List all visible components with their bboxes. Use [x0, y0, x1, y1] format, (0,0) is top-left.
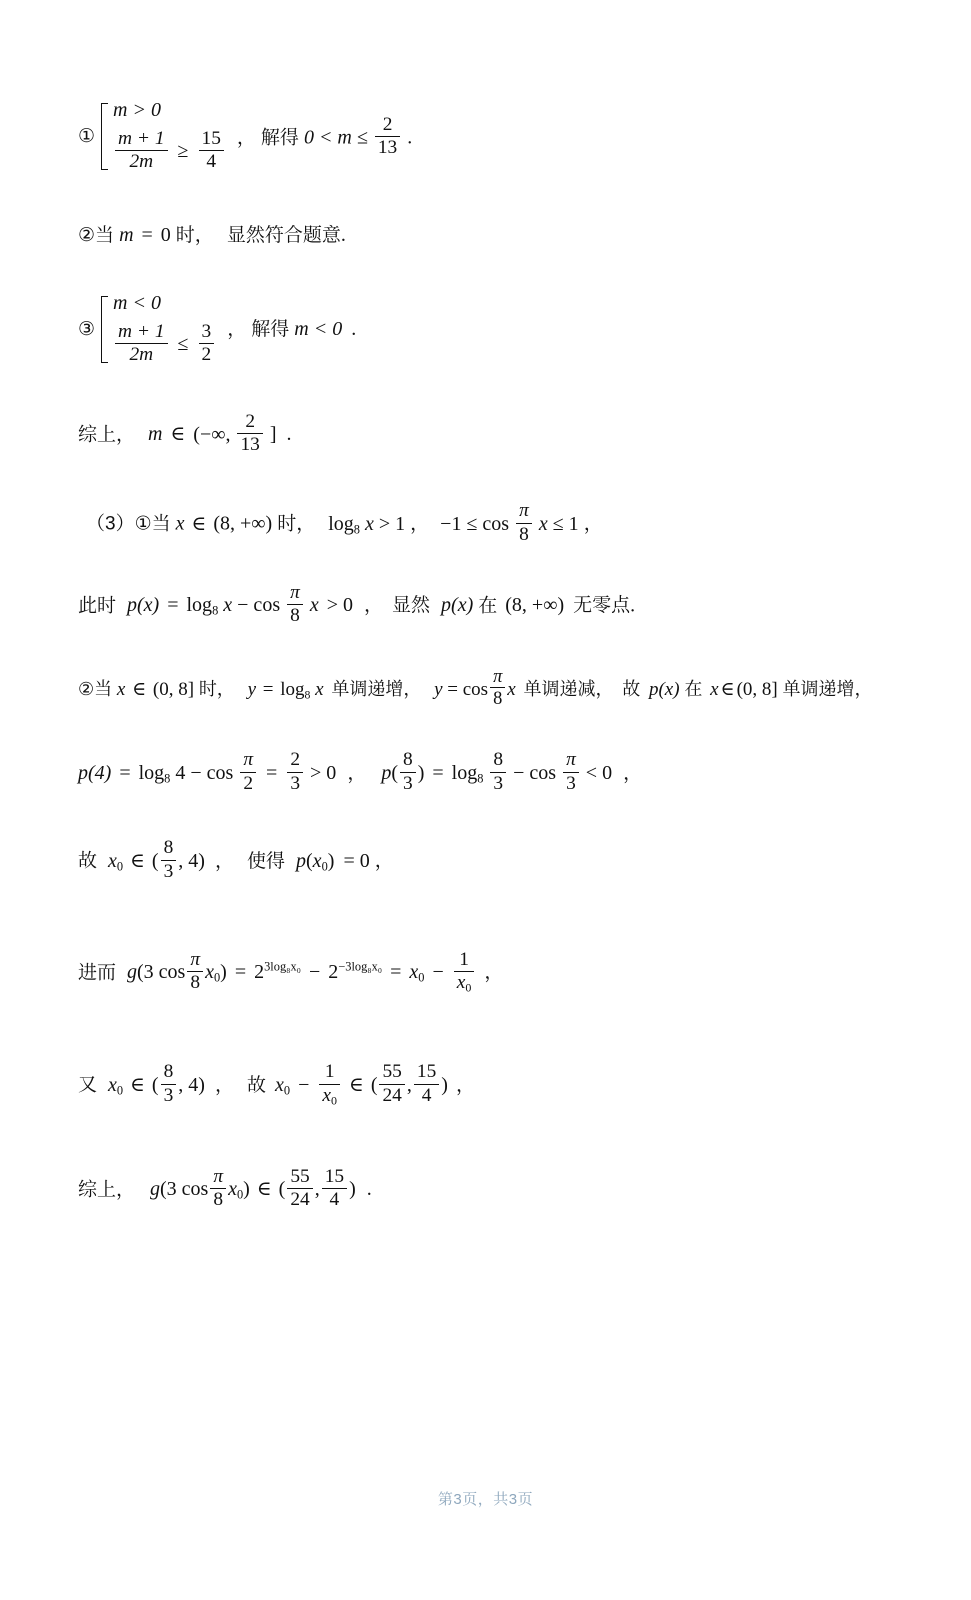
domain-interval: (0, 8]	[152, 678, 195, 700]
frac-2-over-13: $\frac{2}{13}$	[375, 115, 400, 159]
frac-pi-over-8: $\frac{\pi}{8}$	[287, 583, 303, 627]
x0-interval: $x_0$ ∈ ( $\frac{8}{3}$ , 4)	[108, 837, 205, 882]
case-1-condition	[113, 100, 226, 129]
log-base: 8	[212, 603, 219, 618]
part-3-case-1-marker: ①	[134, 512, 152, 535]
case-2-statement: 显然符合题意	[226, 224, 341, 246]
element-of: ∈	[191, 512, 207, 535]
equals: =	[167, 594, 179, 617]
x0-interval-ref: $x_0$ ∈ ( $\frac{8}{3}$ , 4)	[108, 1061, 205, 1106]
when-label: 当	[94, 678, 113, 699]
summary-2-line	[78, 1167, 908, 1211]
case-3-result: m < 0	[294, 318, 343, 341]
shi-label: 时，	[277, 513, 316, 535]
case-2-value: 0	[160, 223, 171, 246]
period: .	[366, 1177, 372, 1200]
cos-lower-bound: −1 ≤ cos	[440, 512, 510, 535]
log-base: 8	[353, 522, 360, 537]
comma: ，	[410, 513, 430, 535]
log-arg: x	[364, 512, 374, 535]
part-3-values-line	[78, 750, 908, 794]
frac-8-over-3-arg: $\frac{8}{3}$	[490, 750, 506, 794]
case-3-inequality	[113, 322, 216, 366]
summary-label: 综上，	[78, 423, 136, 445]
summary-1-line	[78, 412, 908, 456]
jiner-label: 进而	[78, 962, 117, 984]
you-label: 又	[78, 1074, 98, 1096]
solution-body	[78, 100, 908, 1210]
comma: ，	[455, 1074, 475, 1096]
p-of-x-ref: p(x)	[441, 594, 474, 617]
xianran-label: 显然	[392, 595, 431, 617]
minus-cos: − cos	[237, 594, 281, 617]
frac-15-over-4: $\frac{15}{4}$	[199, 129, 224, 173]
p-x0-equals-zero: $p(x_0) = 0$	[296, 849, 370, 873]
period: .	[407, 125, 413, 148]
case-2-shi: 时，	[175, 224, 214, 246]
frac-m-plus-1-over-2m: $\frac{m + 1}{2m}$	[115, 129, 167, 173]
relation-le: ≤	[177, 333, 189, 356]
power-exponent-1: 3log₈x₀	[264, 959, 301, 974]
element-of: ∈	[132, 678, 147, 700]
log-expression: $\log_8 x > 1$	[328, 512, 406, 537]
frac-m-plus-1-over-2m: $\frac{m + 1}{2m}$	[115, 322, 167, 366]
comma: ，	[236, 126, 256, 148]
y-log-expression: $y = \log_8 x$	[247, 678, 324, 701]
system-brace	[96, 100, 109, 173]
case-2-rel: =	[141, 223, 153, 246]
log-arg: x	[223, 594, 233, 617]
greater-than-zero: > 0	[326, 594, 353, 617]
y-cos-expression: y = cos $\frac{\pi}{8}$ x	[434, 665, 516, 709]
x0-minus-recip-range: $x_0$ − $\frac{1}{x_0}$ ∈ ( $\frac{55}{24}$ , $\frac{15}{4}$ )	[275, 1061, 448, 1108]
comma: ，	[347, 762, 367, 784]
g-expression: g(3 cos $\frac{\pi}{8}$ $x_0) = 2^{3log_8x_0} - 2^{-3log_8x_0} = x_0$ − $\frac{1}{x_0}$	[121, 961, 481, 983]
part-3-label: （3）	[86, 513, 135, 535]
frac-pi-over-8: $\frac{\pi}{8}$	[490, 667, 505, 709]
frac-15-over-4: $\frac{15}{4}$	[322, 1167, 347, 1211]
frac-15-over-4: $\frac{15}{4}$	[414, 1062, 439, 1106]
power-term-1: 2	[254, 961, 265, 984]
frac-pi-over-2: $\frac{\pi}{2}$	[240, 750, 256, 794]
function-arg: (x)	[137, 594, 160, 617]
frac-1-over-x0: $\frac{1}{x_0}$	[454, 950, 475, 994]
summary-var: m	[148, 422, 163, 445]
page-number-text: 第3页，共3页	[437, 1491, 534, 1508]
case-3-line	[78, 293, 908, 366]
solve-label: 解得	[260, 126, 299, 148]
x-domain-ref: x ∈ (0, 8]	[710, 678, 778, 700]
case-1-cond-text: m > 0	[113, 99, 161, 121]
part-3-case-2-line	[78, 667, 908, 709]
variable-x: x	[116, 678, 126, 700]
comma: ，	[623, 762, 643, 784]
case-1-system	[78, 100, 226, 173]
frac-8-over-3: $\frac{8}{3}$	[161, 1062, 177, 1106]
shide-label: 使得	[246, 850, 285, 872]
case-1-marker: ①	[78, 124, 96, 147]
cos-var: x	[538, 512, 548, 535]
comma: ，	[364, 595, 384, 617]
case-3-marker: ③	[78, 317, 96, 340]
frac-1-over-x0: $\frac{1}{x_0}$	[319, 1062, 340, 1106]
case-2-when: 当	[95, 224, 115, 246]
gu-label: 故	[246, 1074, 266, 1096]
case-3-system	[78, 293, 216, 366]
case-3-cond-text: m < 0	[113, 291, 161, 314]
p-of-4: p(4)	[78, 761, 112, 784]
variable-x: x	[175, 512, 185, 535]
domain-interval: (8, +∞)	[213, 512, 273, 535]
frac-8-over-3: $\frac{8}{3}$	[400, 750, 416, 794]
case-1-result: 0 < m ≤	[303, 125, 368, 148]
frac-55-over-24: $\frac{55}{24}$	[287, 1167, 312, 1211]
comma: ，	[214, 1074, 234, 1096]
case-3-conclusion	[221, 319, 356, 339]
cos-upper-bound: ≤ 1	[552, 512, 579, 535]
p-of-x-ref: p(x)	[648, 678, 680, 700]
case-1-inequality	[113, 129, 226, 173]
comma: ，	[583, 513, 603, 535]
period: .	[630, 594, 636, 617]
case-1-conclusion	[231, 115, 412, 159]
frac-55-over-24: $\frac{55}{24}$	[379, 1062, 404, 1106]
shi-label: 时，	[198, 678, 235, 699]
comma: ，	[214, 850, 234, 872]
cos-bound-expression	[434, 500, 584, 545]
domain-interval: (8, +∞)	[505, 594, 565, 617]
power-exponent-2: −3log₈x₀	[338, 959, 383, 974]
interval-open: (−∞,	[193, 422, 231, 445]
part-3-again-line	[78, 1062, 908, 1106]
cishi-label: 此时	[78, 595, 117, 617]
case-2-marker: ②	[78, 223, 96, 246]
g-range-expression: g(3 cos $\frac{\pi}{8}$ $x_0$) ∈ ( $\frac{55}{24}$ , $\frac{15}{4}$ )	[150, 1165, 356, 1211]
page-footer	[0, 1488, 971, 1509]
part-3-x0-line	[78, 838, 908, 882]
comma: ，	[374, 850, 394, 872]
period: .	[340, 223, 346, 246]
part-3-case-2-marker: ②	[78, 678, 95, 700]
case-3-condition	[113, 293, 216, 322]
zai-label: 在	[684, 678, 703, 699]
p-of-4-expression: $p(4) = \log_8 4 - \cos$ $\frac{\pi}{2}$ = $\frac{2}{3}$ > 0	[78, 749, 337, 794]
power-term-2: 2	[328, 961, 339, 984]
p-of-8-3-expression: p( $\frac{8}{3}$ ) = $\log_8$ $\frac{8}{3}$ − cos $\frac{\pi}{3}$ < 0	[381, 749, 613, 794]
zai-label: 在	[478, 595, 498, 617]
decreasing-label: 单调递减，	[523, 678, 614, 699]
period: .	[286, 422, 292, 445]
frac-2-over-13: $\frac{2}{13}$	[237, 412, 262, 456]
case-2-line	[78, 225, 908, 245]
frac-3-over-2: $\frac{3}{2}$	[199, 322, 215, 366]
part-3-line-2	[78, 583, 908, 627]
frac-pi-over-8: $\frac{\pi}{8}$	[210, 1167, 226, 1211]
frac-8-over-3: $\frac{8}{3}$	[161, 838, 177, 882]
frac-pi-over-3: $\frac{\pi}{3}$	[563, 750, 579, 794]
cos-var: x	[309, 594, 319, 617]
increasing-label: 单调递增，	[331, 678, 422, 699]
frac-pi-over-8: $\frac{\pi}{8}$	[516, 501, 532, 545]
relation-ge: ≥	[177, 140, 189, 163]
summary-label: 综上，	[78, 1178, 136, 1200]
case-1-line	[78, 100, 908, 173]
case-2-var: m	[119, 223, 134, 246]
p-of-x-definition: $p(x) = \log_8 x - \cos$ $\frac{\pi}{8}$ x > 0	[127, 582, 353, 627]
gu-label: 故	[78, 850, 98, 872]
period: .	[351, 318, 357, 341]
frac-2-over-3: $\frac{2}{3}$	[287, 750, 303, 794]
frac-pi-over-8: $\frac{\pi}{8}$	[187, 950, 203, 994]
solve-label: 解得	[251, 319, 290, 341]
part-3-case-1-line	[78, 501, 908, 545]
no-zeros-label: 无零点	[573, 595, 631, 617]
log-relation: > 1	[378, 512, 406, 535]
gu-label: 故	[622, 678, 641, 699]
comma: ，	[484, 962, 504, 984]
when-label: 当	[151, 513, 171, 535]
comma: ，	[227, 319, 247, 341]
increasing-label-2: 单调递增，	[782, 678, 873, 699]
interval-close: ]	[269, 422, 277, 445]
function-p: p	[127, 594, 138, 617]
system-brace	[96, 293, 109, 366]
part-3-g-line	[78, 950, 908, 994]
element-of: ∈	[170, 422, 186, 445]
